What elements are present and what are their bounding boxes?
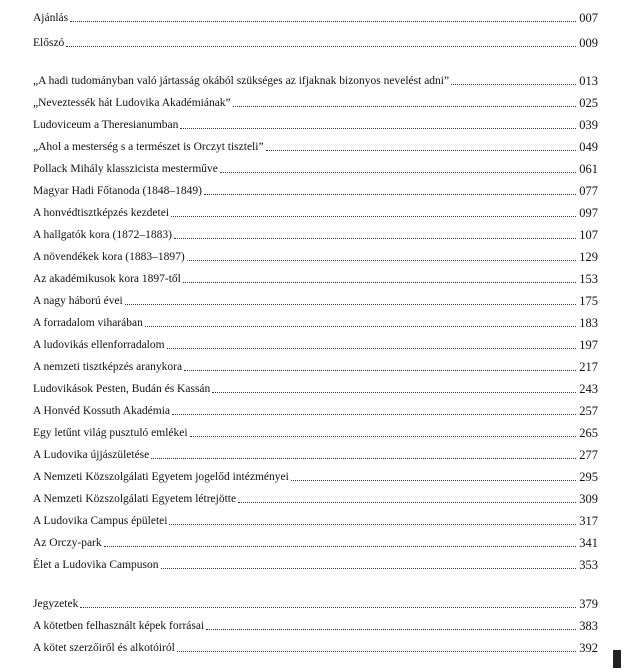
toc-entry-title: A Nemzeti Közszolgálati Egyetem létrejötte [33,493,237,505]
toc-entry-chapter[interactable] [33,334,598,352]
dot-leader [212,391,576,393]
toc-entry-szerzok[interactable] [33,637,598,655]
dot-leader [177,650,576,652]
toc-entry-title: A nagy háború évei [33,295,123,307]
toc-entry-title: Jegyzetek [33,598,79,610]
dot-leader [174,237,576,239]
toc-entry-chapter[interactable] [33,180,598,198]
toc-entry-chapter[interactable] [33,246,598,264]
toc-entry-page: 309 [579,492,598,506]
toc-entry-eloszo[interactable] [33,32,598,50]
toc-entry-chapter[interactable] [33,158,598,176]
toc-entry-page: 007 [579,11,598,25]
toc-entry-page: 353 [579,558,598,572]
toc-entry-page: 025 [579,96,598,110]
toc-entry-chapter[interactable] [33,290,598,308]
toc-entry-page: 317 [579,514,598,528]
dot-leader [125,303,577,305]
toc-entry-chapter[interactable] [33,488,598,506]
toc-entry-page: 197 [579,338,598,352]
toc-entry-chapter[interactable] [33,202,598,220]
toc-entry-chapter[interactable] [33,400,598,418]
toc-entry-title: „Neveztessék hát Ludovika Akadémiának” [33,97,231,109]
toc-entry-title: Magyar Hadi Főtanoda (1848–1849) [33,185,202,197]
toc-entry-title: „A hadi tudományban való jártasság okából szükséges az ifjaknak bizonyos nevelést adni” [33,75,450,87]
toc-entry-title: A kötetben felhasznált képek forrásai [33,620,205,632]
toc-entry-title: Pollack Mihály klasszicista mesterműve [33,163,218,175]
toc-entry-title: Ludoviceum a Theresianumban [33,119,179,131]
dot-leader [204,193,576,195]
dot-leader [184,369,576,371]
toc-entry-page: 379 [579,597,598,611]
toc-entry-chapter[interactable] [33,70,598,88]
toc-entry-page: 153 [579,272,598,286]
dot-leader [66,45,576,47]
toc-entry-title: Ludovikások Pesten, Budán és Kassán [33,383,211,395]
toc-entry-chapter[interactable] [33,378,598,396]
dot-leader [172,413,576,415]
toc-entry-title: A ludovikás ellenforradalom [33,339,165,351]
toc-entry-chapter[interactable] [33,510,598,528]
toc-entry-title: A Honvéd Kossuth Akadémia [33,405,171,417]
toc-entry-chapter[interactable] [33,444,598,462]
dot-leader [291,479,576,481]
toc-entry-title: A hallgatók kora (1872–1883) [33,229,172,241]
toc-entry-chapter[interactable] [33,224,598,242]
dot-leader [233,105,577,107]
dot-leader [206,628,576,630]
toc-entry-chapter[interactable] [33,554,598,572]
toc-entry-page: 107 [579,228,598,242]
toc-entry-title: A növendékek kora (1883–1897) [33,251,185,263]
toc-entry-title: A kötet szerzőiről és alkotóiról [33,642,175,654]
dot-leader [183,281,576,283]
toc-entry-page: 077 [579,184,598,198]
toc-entry-page: 097 [579,206,598,220]
toc-entry-title: Élet a Ludovika Campuson [33,559,159,571]
toc-entry-page: 217 [579,360,598,374]
toc-entry-page: 039 [579,118,598,132]
dot-leader [80,606,576,608]
toc-entry-title: Egy letűnt világ pusztuló emlékei [33,427,188,439]
scan-edge-mark [613,650,621,668]
toc-entry-page: 265 [579,426,598,440]
toc-entry-page: 257 [579,404,598,418]
toc-entry-kepek-forrasai[interactable] [33,615,598,633]
toc-entry-chapter[interactable] [33,422,598,440]
dot-leader [451,83,576,85]
dot-leader [169,523,576,525]
toc-entry-page: 392 [579,641,598,655]
dot-leader [266,149,577,151]
toc-entry-title: Ajánlás [33,12,69,24]
toc-entry-chapter[interactable] [33,136,598,154]
toc-entry-chapter[interactable] [33,268,598,286]
toc-entry-title: A Ludovika újjászületése [33,449,150,461]
toc-entry-chapter[interactable] [33,312,598,330]
toc-entry-page: 013 [579,74,598,88]
toc-entry-title: Az akadémikusok kora 1897-től [33,273,181,285]
dot-leader [70,20,576,22]
toc-entry-page: 341 [579,536,598,550]
toc-entry-chapter[interactable] [33,356,598,374]
toc-entry-chapter[interactable] [33,92,598,110]
toc-entry-title: A honvédtisztképzés kezdetei [33,207,170,219]
toc-entry-page: 175 [579,294,598,308]
toc-entry-title: A nemzeti tisztképzés aranykora [33,361,183,373]
toc-entry-page: 243 [579,382,598,396]
dot-leader [151,457,576,459]
dot-leader [220,171,576,173]
toc-entry-chapter[interactable] [33,114,598,132]
toc-entry-title: A Ludovika Campus épületei [33,515,168,527]
toc-entry-jegyzetek[interactable] [33,593,598,611]
dot-leader [190,435,577,437]
toc-entry-chapter[interactable] [33,532,598,550]
dot-leader [104,545,577,547]
toc-entry-page: 009 [579,36,598,50]
toc-entry-page: 183 [579,316,598,330]
toc-entry-page: 129 [579,250,598,264]
toc-entry-page: 295 [579,470,598,484]
toc-entry-page: 061 [579,162,598,176]
toc-entry-ajanlas[interactable] [33,7,598,25]
toc-entry-page: 049 [579,140,598,154]
toc-entry-title: A Nemzeti Közszolgálati Egyetem jogelőd intézményei [33,471,289,483]
toc-entry-title: Az Orczy-park [33,537,102,549]
toc-entry-title: Előszó [33,37,65,49]
dot-leader [145,325,576,327]
toc-entry-page: 277 [579,448,598,462]
toc-entry-chapter[interactable] [33,466,598,484]
toc-entry-page: 383 [579,619,598,633]
dot-leader [180,127,576,129]
dot-leader [238,501,576,503]
toc-entry-title: A forradalom viharában [33,317,143,329]
dot-leader [187,259,577,261]
dot-leader [171,215,576,217]
toc-entry-title: „Ahol a mesterség s a természet is Orczyt tiszteli” [33,141,264,153]
dot-leader [161,567,577,569]
dot-leader [167,347,577,349]
